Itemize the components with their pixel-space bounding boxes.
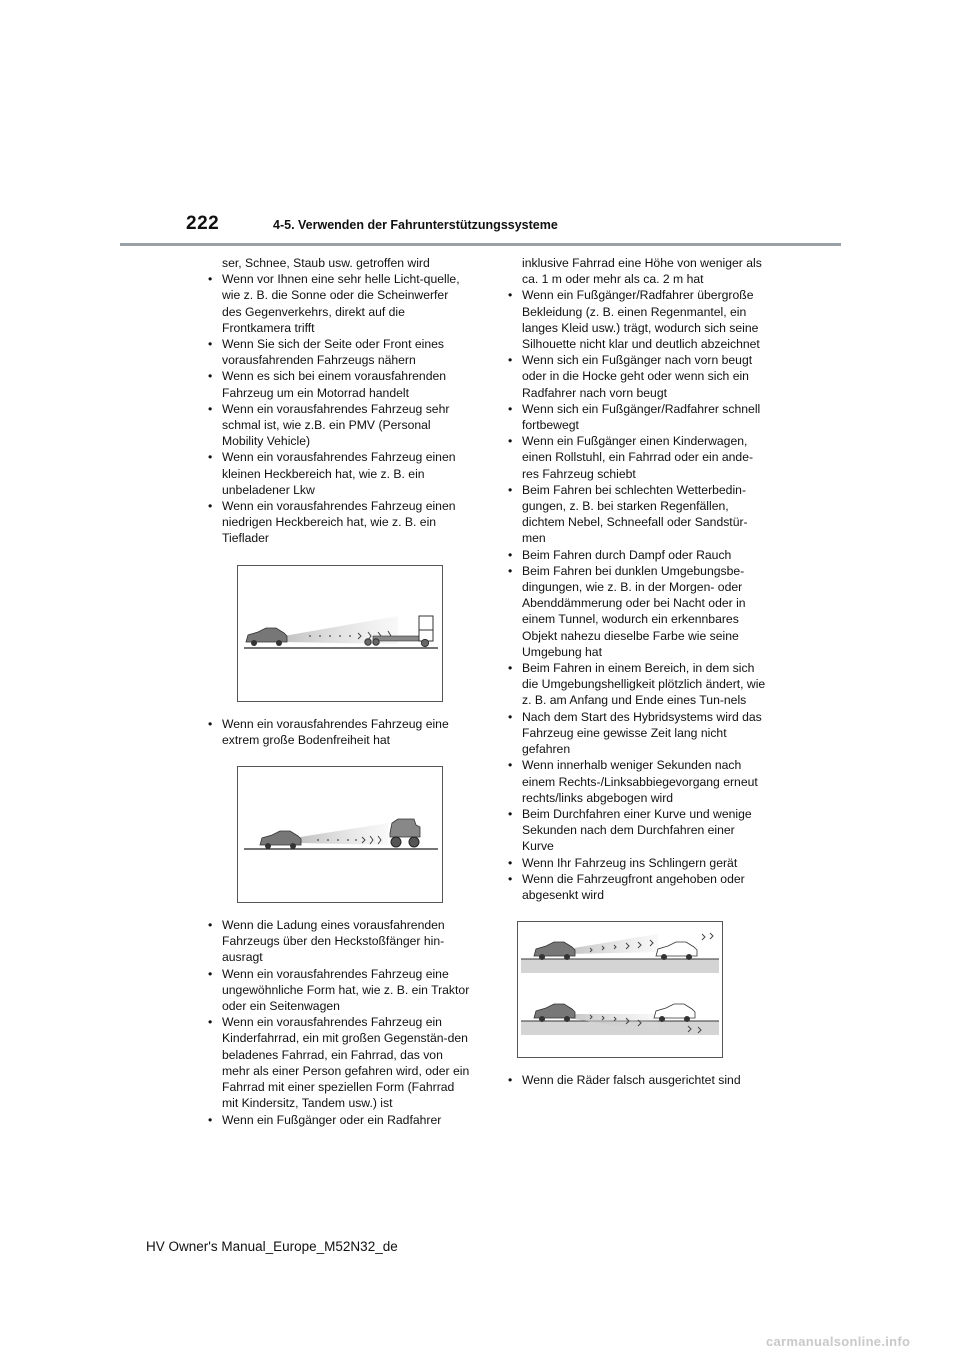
list-item: • Wenn Sie sich der Seite oder Front eines vorausfahrenden Fahrzeugs nähern [205,336,470,368]
list-item: • Wenn ein vorausfahrendes Fahrzeug einen niedrigen Heckbereich hat, wie z. B. ein Tieflader [205,498,470,547]
list-item: • Nach dem Start des Hybridsystems wird das Fahrzeug eine gewisse Zeit lang nicht gefahren [505,709,767,758]
left-column [205,255,470,1128]
section-title: 4-5. Verwenden der Fahrunterstützungssysteme [273,218,558,232]
illustration-vehicle-pitch [517,921,723,1058]
list-item: • Wenn ein Fußgänger oder ein Radfahrer [205,1112,470,1128]
list-item: • Beim Fahren bei dunklen Umgebungsbe-dingungen, wie z. B. in der Morgen- oder Abenddämmerung oder bei Nacht oder in einem Tunnel, wodurch ein erkennbares Objekt nahezu dieselbe Farbe wie seine Umgebung hat [505,563,767,660]
watermark: carmanualsonline.info [766,1334,911,1349]
page-number: 222 [186,213,220,234]
list-item: • Beim Fahren durch Dampf oder Rauch [505,547,767,563]
illustration-high-clearance-vehicle [237,766,443,903]
list-item: • Wenn die Ladung eines vorausfahrenden Fahrzeugs über den Heckstoßfänger hin-ausragt [205,917,470,966]
manual-footer: HV Owner's Manual_Europe_M52N32_de [146,1239,398,1254]
list-item: • Beim Fahren bei schlechten Wetterbedin-gungen, z. B. bei starken Regenfällen, dichtem Nebel, Schneefall oder Sandstür-men [505,482,767,547]
right-column [505,255,767,1088]
list-item: • Beim Durchfahren einer Kurve und wenige Sekunden nach dem Durchfahren einer Kurve [505,806,767,855]
list-item: • Wenn ein vorausfahrendes Fahrzeug ein Kinderfahrrad, ein mit großen Gegenstän-den beladenes Fahrrad, ein Fahrrad, das von mehr als einer Person gefahren wird, oder ein Fahrrad mit einer speziellen Form (Fahrrad mit Kindersitz, Tandem usw.) ist [205,1014,470,1111]
list-item: • Wenn Ihr Fahrzeug ins Schlingern gerät [505,855,767,871]
list-item: • Beim Fahren in einem Bereich, in dem sich die Umgebungshelligkeit plötzlich ändert, wie z. B. am Anfang und Ende eines Tun-nels [505,660,767,709]
list-item: • Wenn ein Fußgänger/Radfahrer übergroße Bekleidung (z. B. einen Regenmantel, ein langes Kleid usw.) trägt, wodurch sich seine Silhouette nicht klar und deutlich abzeichnet [505,287,767,352]
list-item: • Wenn innerhalb weniger Sekunden nach einem Rechts-/Linksabbiegevorgang erneut rechts/links abgebogen wird [505,757,767,806]
continued-text: inklusive Fahrrad eine Höhe von weniger als ca. 1 m oder mehr als ca. 2 m hat [522,256,762,287]
list-item: • Wenn ein vorausfahrendes Fahrzeug sehr schmal ist, wie z.B. ein PMV (Personal Mobility Vehicle) [205,401,470,450]
header-rule [120,243,841,246]
list-item: • Wenn ein vorausfahrendes Fahrzeug eine extrem große Bodenfreiheit hat [205,716,470,748]
list-item: • Wenn ein Fußgänger einen Kinderwagen, einen Rollstuhl, ein Fahrrad oder ein ande-res Fahrzeug schiebt [505,433,767,482]
list-item: • Wenn vor Ihnen eine sehr helle Licht-quelle, wie z. B. die Sonne oder die Scheinwerfer des Gegenverkehrs, direkt auf die Frontkamera trifft [205,271,470,336]
continued-text: ser, Schnee, Staub usw. getroffen wird [222,256,430,270]
illustration-low-loader [237,565,443,702]
list-item: • Wenn es sich bei einem vorausfahrenden Fahrzeug um ein Motorrad handelt [205,368,470,400]
list-item: • Wenn die Räder falsch ausgerichtet sind [505,1072,767,1088]
list-item: • Wenn die Fahrzeugfront angehoben oder abgesenkt wird [505,871,767,903]
list-item: • Wenn ein vorausfahrendes Fahrzeug eine ungewöhnliche Form hat, wie z. B. ein Traktor oder ein Seitenwagen [205,966,470,1015]
list-item: • Wenn sich ein Fußgänger nach vorn beugt oder in die Hocke geht oder wenn sich ein Radfahrer nach vorn beugt [505,352,767,401]
list-item: • Wenn ein vorausfahrendes Fahrzeug einen kleinen Heckbereich hat, wie z. B. ein unbeladener Lkw [205,449,470,498]
list-item: • Wenn sich ein Fußgänger/Radfahrer schnell fortbewegt [505,401,767,433]
